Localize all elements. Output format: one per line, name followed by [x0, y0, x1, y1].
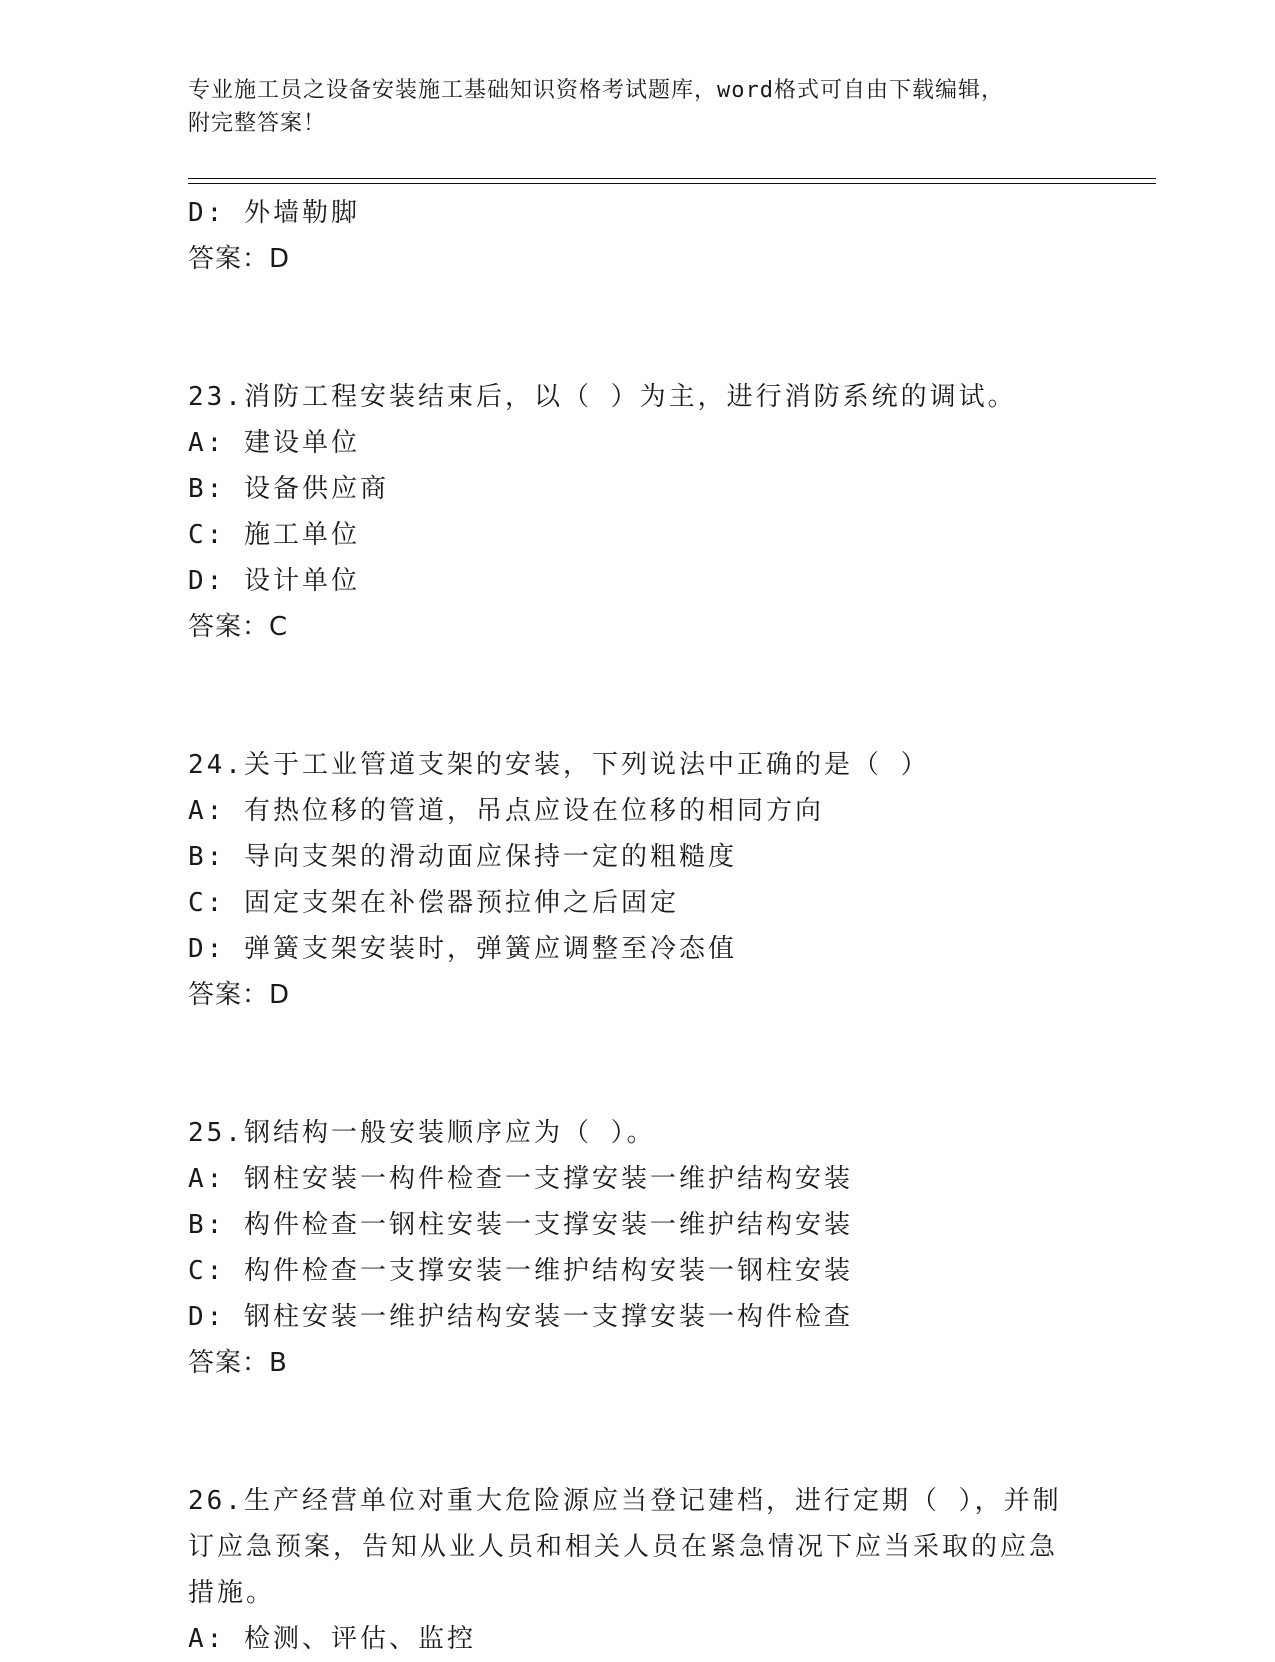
question-stem: 23.消防工程安装结束后，以（ ）为主，进行消防系统的调试。	[188, 382, 1017, 412]
option-b: B: 导向支架的滑动面应保持一定的粗糙度	[188, 842, 737, 872]
spacer	[188, 1018, 1088, 1110]
option-d: D: 钢柱安装一维护结构安装一支撑安装一构件检查	[188, 1302, 853, 1332]
header-line-1: 专业施工员之设备安装施工基础知识资格考试题库，word格式可自由下载编辑，	[188, 78, 1004, 103]
option-c: C: 构件检查一支撑安装一维护结构安装一钢柱安装	[188, 1256, 853, 1286]
question-stem-line-2: 订应急预案，告知从业人员和相关人员在紧急情况下应当采取的应急	[188, 1532, 1059, 1562]
answer: 答案：D	[188, 244, 291, 274]
answer: 答案：B	[188, 1348, 288, 1378]
option-a: A: 检测、评估、监控	[188, 1624, 476, 1654]
option-d: D: 外墙勒脚	[188, 198, 360, 228]
option-c: C: 固定支架在补偿器预拉伸之后固定	[188, 888, 679, 918]
option-d: D: 设计单位	[188, 566, 360, 596]
document-body	[188, 190, 1088, 1662]
spacer	[188, 650, 1088, 742]
option-a: A: 有热位移的管道，吊点应设在位移的相同方向	[188, 796, 824, 826]
question-stem-line-3: 措施。	[188, 1578, 276, 1608]
option-b: B: 设备供应商	[188, 474, 389, 504]
spacer	[188, 282, 1088, 374]
document-header	[188, 74, 1068, 140]
option-d: D: 弹簧支架安装时，弹簧应调整至冷态值	[188, 934, 737, 964]
option-c: C: 施工单位	[188, 520, 360, 550]
answer: 答案：C	[188, 612, 289, 642]
header-rule-top	[188, 178, 1156, 179]
question-stem: 25.钢结构一般安装顺序应为（ ）。	[188, 1118, 656, 1148]
option-b: B: 构件检查一钢柱安装一支撑安装一维护结构安装	[188, 1210, 853, 1240]
question-stem-line-1: 26.生产经营单位对重大危险源应当登记建档，进行定期（ ），并制	[188, 1486, 1062, 1516]
question-stem: 24.关于工业管道支架的安装，下列说法中正确的是（ ）	[188, 750, 930, 780]
header-rule-bottom	[188, 183, 1156, 184]
option-a: A: 钢柱安装一构件检查一支撑安装一维护结构安装	[188, 1164, 853, 1194]
answer: 答案：D	[188, 980, 291, 1010]
option-a: A: 建设单位	[188, 428, 360, 458]
spacer	[188, 1386, 1088, 1478]
header-line-2: 附完整答案！	[188, 111, 327, 136]
